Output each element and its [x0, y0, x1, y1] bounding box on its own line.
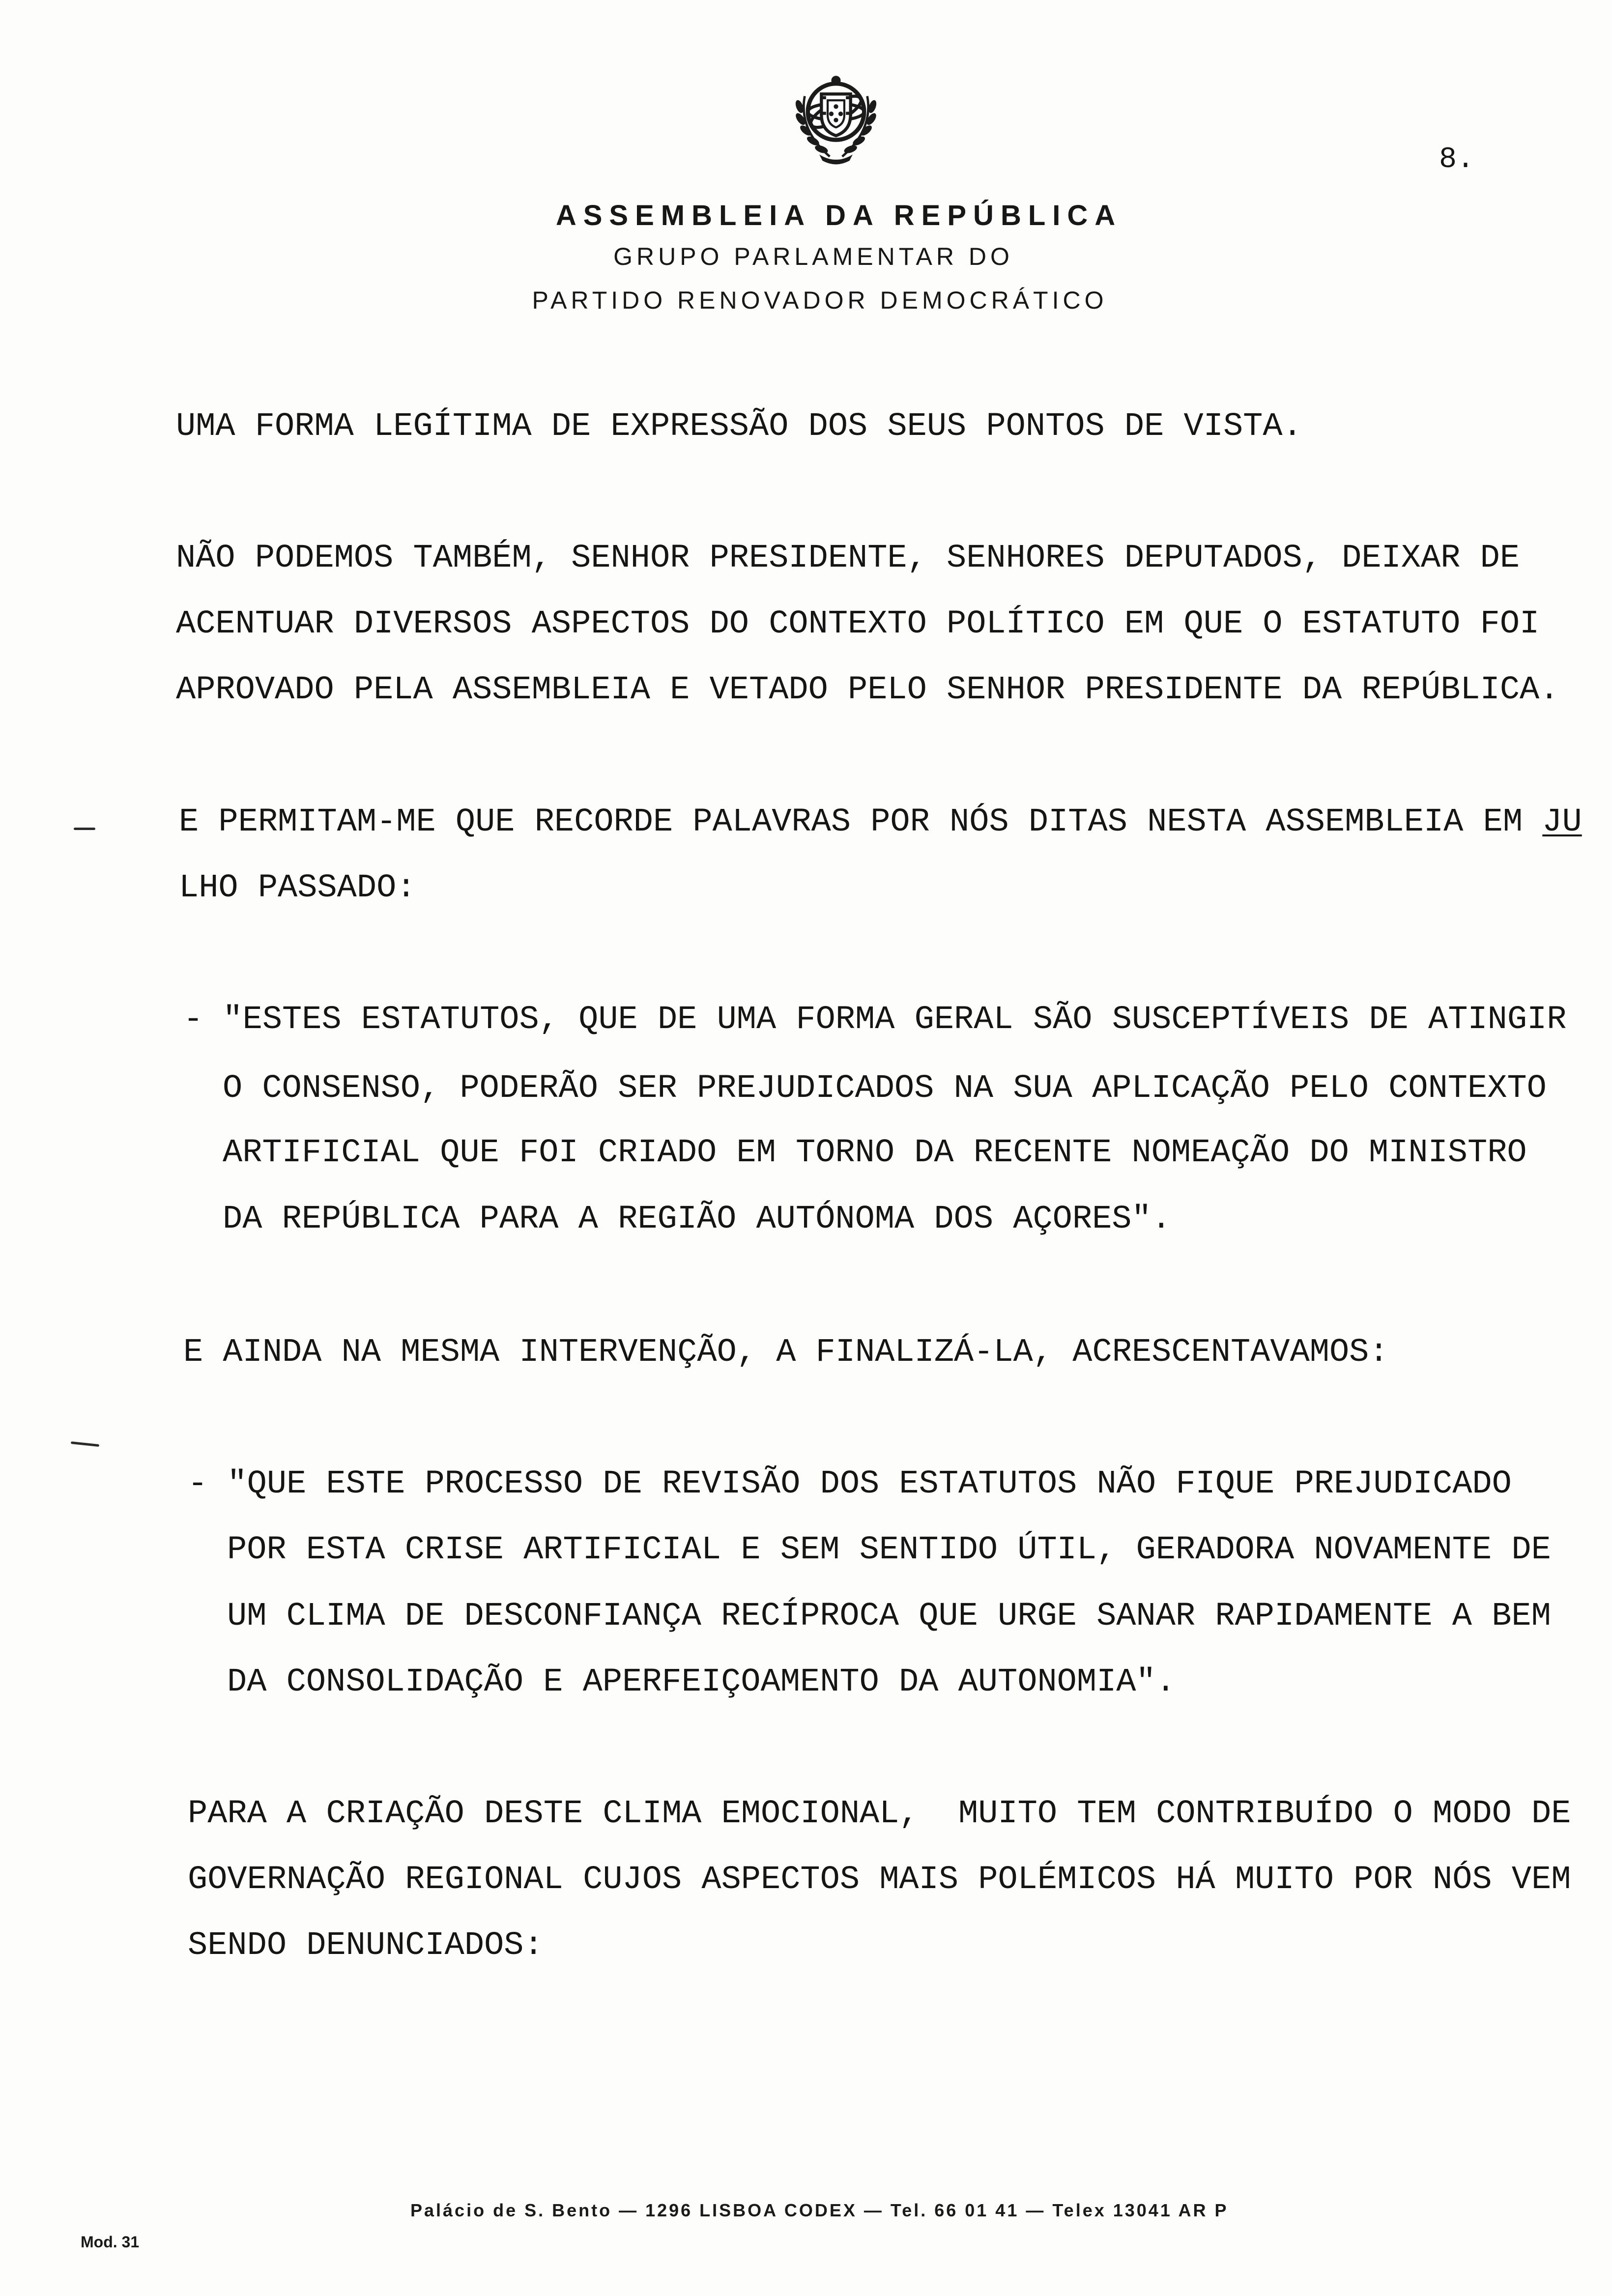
paragraph-line: UMA FORMA LEGÍTIMA DE EXPRESSÃO DOS SEUS PONTOS DE VISTA. [176, 408, 1302, 445]
coat-of-arms-icon [784, 65, 888, 169]
quote-line: O CONSENSO, PODERÃO SER PREJUDICADOS NA SUA APLICAÇÃO PELO CONTEXTO [223, 1070, 1547, 1107]
paragraph-line: APROVADO PELA ASSEMBLEIA E VETADO PELO SENHOR PRESIDENTE DA REPÚBLICA. [176, 671, 1559, 709]
paragraph-line [179, 806, 1582, 839]
paragraph-line: E AINDA NA MESMA INTERVENÇÃO, A FINALIZÁ-LA, ACRESCENTAVAMOS: [183, 1334, 1389, 1371]
hyphenation-fragment: JU [1542, 804, 1582, 841]
footer-address: Palácio de S. Bento — 1296 LISBOA CODEX — Tel. 66 01 41 — Telex 13041 AR P [410, 2200, 1229, 2220]
page-number: 8. [1439, 143, 1475, 176]
quote-line: DA CONSOLIDAÇÃO E APERFEIÇOAMENTO DA AUTONOMIA". [227, 1664, 1176, 1701]
quote-line: UM CLIMA DE DESCONFIANÇA RECÍPROCA QUE URGE SANAR RAPIDAMENTE A BEM [227, 1598, 1551, 1635]
institution-name: ASSEMBLEIA DA REPÚBLICA [555, 200, 1123, 231]
parliamentary-group-line1: GRUPO PARLAMENTAR DO [613, 243, 1013, 270]
paragraph-line: GOVERNAÇÃO REGIONAL CUJOS ASPECTOS MAIS POLÉMICOS HÁ MUITO POR NÓS VEM [188, 1861, 1571, 1898]
paragraph-line-text: E PERMITAM-ME QUE RECORDE PALAVRAS POR NÓS DITAS NESTA ASSEMBLEIA EM [179, 804, 1543, 841]
ribbon [819, 154, 853, 164]
paragraph-line: ACENTUAR DIVERSOS ASPECTOS DO CONTEXTO POLÍTICO EM QUE O ESTATUTO FOI [176, 605, 1540, 643]
paragraph-line: PARA A CRIAÇÃO DESTE CLIMA EMOCIONAL, MUITO TEM CONTRIBUÍDO O MODO DE [188, 1795, 1571, 1833]
margin-mark [71, 1441, 99, 1447]
margin-mark [74, 828, 95, 830]
quote-line: ARTIFICIAL QUE FOI CRIADO EM TORNO DA RECENTE NOMEAÇÃO DO MINISTRO [223, 1134, 1527, 1172]
quote-line: DA REPÚBLICA PARA A REGIÃO AUTÓNOMA DOS AÇORES". [223, 1201, 1171, 1238]
sphere-top-knob [831, 76, 840, 85]
paragraph-line: NÃO PODEMOS TAMBÉM, SENHOR PRESIDENTE, SENHORES DEPUTADOS, DEIXAR DE [176, 540, 1520, 577]
quote-line: - "ESTES ESTATUTOS, QUE DE UMA FORMA GERAL SÃO SUSCEPTÍVEIS DE ATINGIR [183, 1001, 1567, 1038]
quote-line: POR ESTA CRISE ARTIFICIAL E SEM SENTIDO ÚTIL, GERADORA NOVAMENTE DE [227, 1531, 1551, 1569]
parliamentary-group-line2: PARTIDO RENOVADOR DEMOCRÁTICO [532, 287, 1108, 314]
shield [821, 94, 850, 136]
quote-line: - "QUE ESTE PROCESSO DE REVISÃO DOS ESTATUTOS NÃO FIQUE PREJUDICADO [188, 1465, 1512, 1503]
paragraph-line: SENDO DENUNCIADOS: [188, 1927, 544, 1964]
paragraph-line: LHO PASSADO: [179, 869, 416, 907]
form-code: Mod. 31 [81, 2233, 140, 2251]
